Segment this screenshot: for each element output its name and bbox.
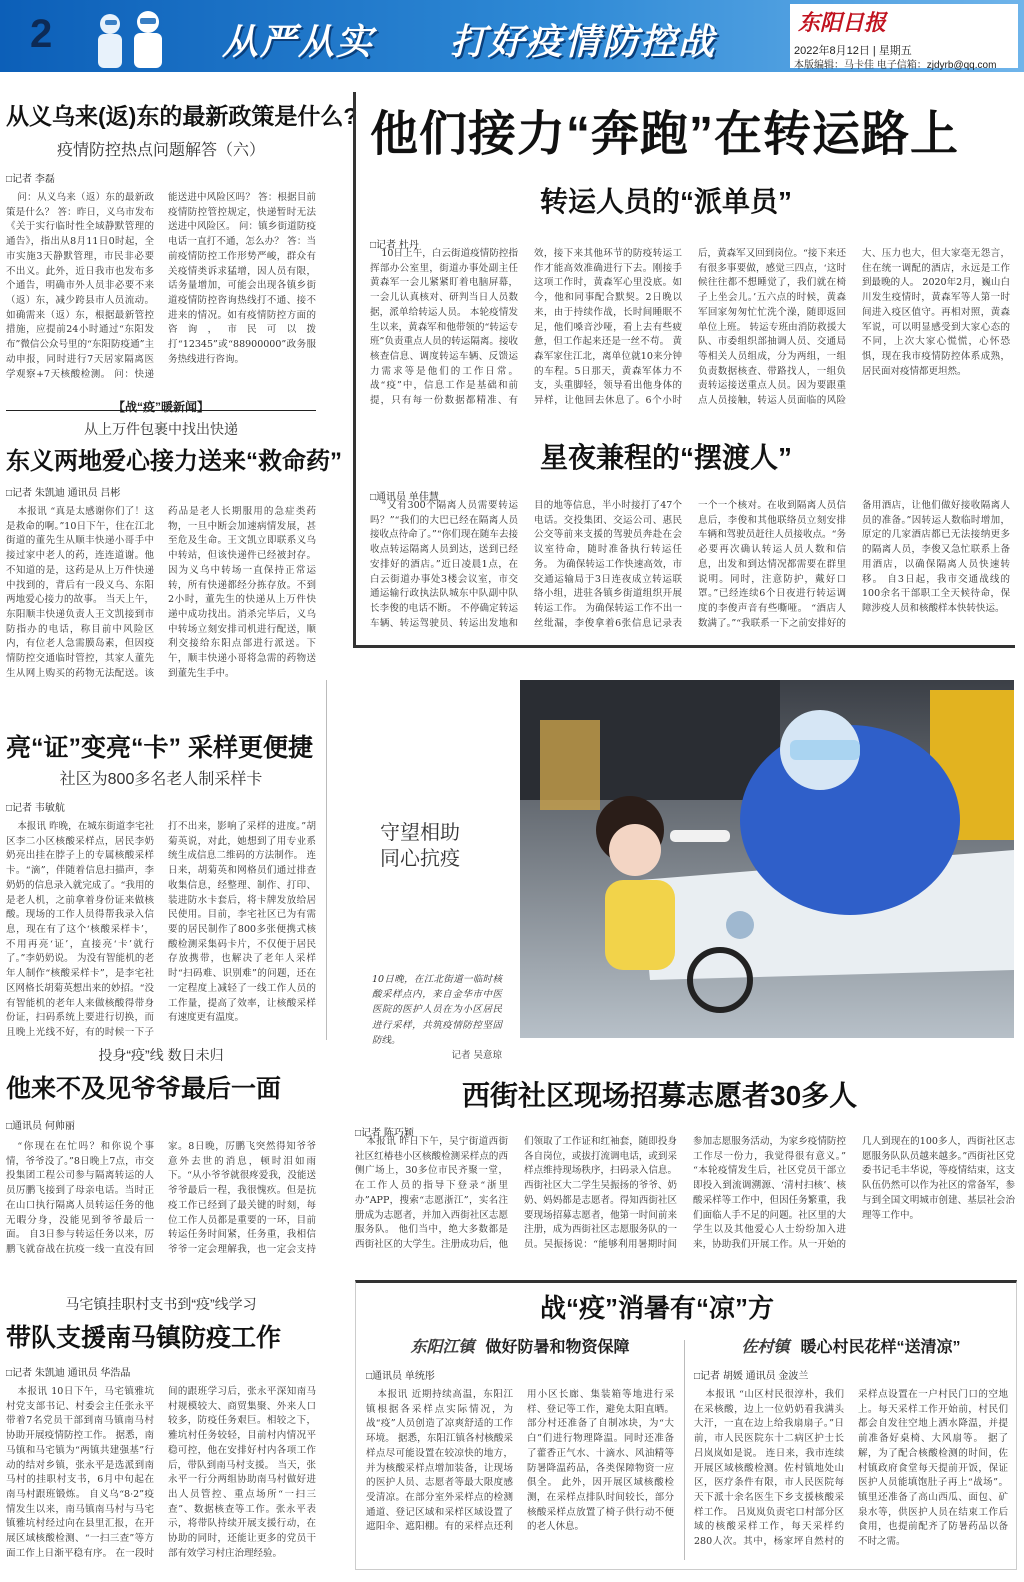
article-body: 本报讯 “真是太感谢你们了！这是救命的啊。”10日下午，住在江北街道的董先生从顺丰快递小哥手中接过家中老人的药，连连道谢。他不知道的是，这药是从上万件快递中找到的，背后有一段义乌、东阳两地爱心接力的故事。 当天上午，东阳顺丰快递负责人王文凯接到市防指办的电话，称目前中风险区内，有位老人急需膜岛素，但因疫情防控交通临时管控，其家人董先生从网上购买的药物无法配送。该药品是老人长期服用的急症类药物，一旦中断会加速病情发展，甚至危及生命。王文凯立即联系义乌中转站，但该快递件已经被封存。因为义乌中转场一直保持正常运转，所有快递都经分拣存放。不到2小时，董先生的快递从上万件快递中成功找出。消杀完毕后，义乌中转场立刻安排司机进行配送，顺利交接给东阳点部进行派送。下午，顺丰快递小哥将急需的药物送到董先生手中。	[6, 506, 316, 679]
lead-headline: 他们接力“奔跑”在转运路上	[370, 108, 960, 161]
section-title-dispatcher: 转运人员的“派单员”	[540, 186, 793, 217]
article-byline: □记者 朱凯迪 通讯员 吕彬	[6, 488, 121, 499]
article-byline: □记者 朱凯迪 通讯员 华浩晶	[6, 1368, 131, 1379]
cooling-left-article	[366, 1334, 674, 1566]
article-body: 本报讯 昨日下午，吴宁街道西街社区红椿巷小区核酸检测采样点的西侧广场上，30多位市民齐聚一堂，在工作人员的指导下登录“浙里办”APP，搜索“志愿浙江”，实名注册成为志愿者，并加入西街社区志愿服务队。 他们当中，绝大多数都是西街社区的大学生。注册成功后，他们领取了工作证和红袖套，随即投身各自岗位，或拔打流调电话，或到采样点维持现场秩序，扫码录入信息。 西街社区大二学生吴振扬的爷爷、奶奶、妈妈都是志愿者。得知西街社区要现场招募志愿者，他第一时间前来注册，成为西街社区志愿服务队的一员。吴振扬说：“能够利用暑期时间参加志愿服务活动，为家乡疫情防控工作尽一份力，我觉得很有意义。” “本轮疫情发生后，社区党员干部立即投入到流调溯源、‘清村扫核’、核酸采样等工作中，但因任务繁重，我们面临人手不足的问题。社区里的大学生以及其他爱心人士纷纷加入进来，协助我们开展工作。从一开始的几人到现在的100多人，西街社区志愿服务队队员越来越多。”西街社区党委书记毛丰华说，等疫情结束，这支队伍仍然可以作为社区的常备军，参与到全国文明城市创建、基层社会治理等工作中。	[355, 1136, 1015, 1251]
article-title: 亮“证”变亮“卡” 采样更便捷	[6, 734, 313, 762]
article-subtitle: 从上万件包裹中找出快递	[84, 421, 238, 437]
article-sampling-card	[6, 728, 316, 1046]
photo-credit: 记者 吴意琼	[451, 1049, 502, 1061]
article-title: 从义乌来(返)东的最新政策是什么?	[6, 103, 358, 129]
article-grandfather	[6, 1045, 316, 1272]
article-subtitle: 投身“疫”线 数日未归	[98, 1047, 224, 1063]
article-volunteers	[355, 1124, 1015, 1261]
photo-caption	[372, 972, 502, 1063]
article-byline: □记者 韦敏航	[6, 803, 65, 814]
article-headline: 做好防暑和物资保障	[485, 1339, 630, 1356]
article-subtitle: 社区为800多名老人制采样卡	[59, 771, 263, 788]
article-byline: □通讯员 单统彤	[366, 1371, 435, 1382]
lead-section-dispatcher	[370, 236, 1010, 409]
article-subtitle: 疫情防控热点问题解答（六）	[56, 142, 265, 159]
article-headline: 暖心村民花样“送清凉”	[800, 1339, 961, 1356]
article-body: 本报讯 10日下午，马宅镇雅坑村党支部书记、村委会主任张永平带着7名党员干部到南马镇南马村协助开展疫情防控工作。 据悉，南马镇和马宅镇为“两镇共建强基”行动的结对乡镇，张永平是选派到南马村的挂职村支书，6月中旬起在南马村跟班锻炼。 自义乌“8·2”疫情发生以来，南马镇南马村与马宅镇雅坑村经过向在县里汇报，在开展区域核酸检测、“一扫三查”等方面工作上日渐平稳有序。 在一段时间的跟班学习后，张永平深知南马村规模较大、商贸集聚、外来人口较多，防疫任务艰巨。相较之下，雅坑村任务较轻，目前村内情况平稳可控，他在安排好村内各项工作后，带队到南马村支援。 当天，张永平一行分两组协助南马村做好进出人员管控、重点场所“一扫三查”、数据核查等工作。张永平表示，将带队持续开展支援行动，在协助的同时，还能让更多的党员干部有效学习村庄治理经验。	[6, 1386, 316, 1559]
news-photo-sampling	[520, 680, 1014, 1038]
article-body: 本报讯 近期持续高温，东阳江镇根据各采样点实际情况，为战“疫”人员创造了凉爽舒适的工作环境。 据悉，东阳江镇各村核酸采样点尽可能设置在较凉快的地方，并为核酸采样点增加装备，让现场的医护人员、志愿者等最大限度感受清凉。在部分室外采样点的检测通道、登记区域和采样区域设置了遮阳伞、遮阳棚。有的采样点还利用小区长廊、集装箱等地进行采样、登记等工作，避免太阳直晒。部分村还准备了自制冰块，为“大白”们进行物理降温。同时还准备了藿香正气水、十滴水、风油精等防暑降温药品，各类保障物资一应俱全。 此外，因开展区域核酸检测，在采样点排队时间较长，部分核酸采样点放置了椅子供行动不便的老人休息。	[366, 1389, 674, 1533]
caption-title-line: 同心抗疫	[380, 848, 460, 870]
town-name: 佐村镇	[741, 1339, 790, 1356]
photo-caption-title	[380, 820, 460, 872]
article-policy-faq	[6, 98, 358, 405]
section-title-ferryman: 星夜兼程的“摆渡人”	[540, 442, 793, 473]
article-title: 他来不及见爷爷最后一面	[6, 1075, 282, 1103]
article-byline: □记者 李磊	[6, 174, 55, 185]
cooling-right-article	[694, 1334, 1008, 1566]
issue-date: 2022年8月12日 | 星期五	[794, 45, 912, 57]
slogan-left: 从严从实	[222, 21, 375, 62]
left-headline-row	[366, 1334, 674, 1357]
caption-title-line: 守望相助	[380, 822, 460, 844]
article-body: 本报讯 “山区村民很淳朴，我们在采核酸，边上一位奶奶看我满头大汗，一直在边上给我扇扇子。”日前，市人民医院东十二病区护士长吕岚岚如是说。 连日来，我市连续开展区域核酸检测。佐村镇地处山区，医疗条件有限，市人民医院每天下派十余名医生下乡支援核酸采样工作。 吕岚岚负责宅口村部分区域的核酸采样工作，每天采样约280人次。其中，杨家坪自然村的采样点设置在一户村民门口的空地上。每天采样工作开始前，村民们都会自发往空地上洒水降温，并提前准备好桌椅、大风扇等。 据了解，为了配合核酸检测的时间，佐村镇政府食堂每天提前开饭，保证医护人员能填饱肚子再上“战场”。镇里还准备了高山西瓜、面包、矿泉水等，供医护人员在结束工作后食用，也提前配齐了防暑药品以备不时之需。	[694, 1389, 1008, 1548]
town-name: 东阳江镇	[410, 1339, 475, 1356]
article-byline: □记者 陈巧颖	[355, 1128, 414, 1139]
article-medicine-relay	[6, 398, 342, 717]
column-kicker: 【战“疫”暖新闻】	[112, 400, 209, 414]
lead-section-ferryman	[370, 488, 1010, 639]
column-divider	[684, 1340, 685, 1560]
article-subtitle: 马宅镇挂职村支书到“疫”线学习	[65, 1296, 257, 1312]
right-headline-row	[694, 1334, 1008, 1357]
article-body: 10日上午，白云街道疫情防控指挥部办公室里，街道办事处副主任黄森军一会儿紧紧盯着电脑屏幕，一会儿认真核对、研判当日人员数据，派单给转运人员。 本轮疫情发生以来，黄森军和他带领的“转运专班”负责重点人员的转运隔离。接收核查信息、调度转运车辆、反馈运力需求等是他们的工作日常。 战“疫”中，信息工作是基础和前提，只有每一份数据都精准、有效，接下来其他环节的防疫转运工作才能高效准确进行下去。刚接手这项工作时，黄森军心里没底。如今，他和同事配合默契。2日晚以来，由于持续作战，长时间睡眠不足，他们嗓音沙哑，看上去有些疲惫，但工作起来还是一丝不苟。 黄森军家住江北，离单位就10来分钟的车程。5日那天，黄森军体力不支，头重脚轻，领导看出他身体的异样，让他回去休息了。6个小时后，黄森军又回到岗位。“接下来还有很多事要做，感觉三四点，‘这时候往往都不想睡觉了，我们就在椅子上坐会儿。’五六点的时候，黄森军回家匆匆忙忙洗个澡，随即返回单位上班。 转运专班由消防救援大队、市委组织部抽调人员、交通局等相关人员组成，分为两组，一组负责数据核查、带路找人，一组负责转运接送重点人员。因为要跟重点人员接触，转运人员面临的风险大、压力也大，但大家毫无怨言，住在统一调配的酒店，永远是工作到最晚的人。 2020年2月，巍山白川发生疫情时，黄森军等人第一时间进入疫区值守。再相对照，黄森军说，可以明显感受到大家心态的不同，上次大家心慌慌，心怀恐惧，现在我市疫情防控体系成熟，居民面对疫情都更坦然。	[370, 248, 1010, 407]
article-support-nanma	[6, 1294, 316, 1581]
article-title: 带队支援南马镇防疫工作	[6, 1324, 282, 1352]
editor-line: 本版编辑：马卡佳 电子信箱：zjdyrb@qq.com	[794, 60, 997, 71]
article-byline: □记者 杜丹	[370, 240, 419, 251]
slogan-right: 打好疫情防控战	[450, 21, 717, 62]
article-body: 问：从义乌来（返）东的最新政策是什么？ 答：昨日，义乌市发布《关于实行临时性全域静默管理的通告》，指出从8月11日0时起，全市实施3天静默管理，市民非必要不出义。此外，近日我市也发布多个通告，明确市外人员非必要不来（返）东，减少跨县市人员流动。如确需来（返）东，根据最新管控措施，应提前24小时通过“东阳发布”微信公众号里的“东阳防疫通”主动申报，同时进行7天居家隔离医学观察+7天核酸检测。 问：快递能送进中风险区吗？ 答：根据目前疫情防控管控规定，快递暂时无法送进中风险区。 问：镇乡街道防疫电话一直打不通，怎么办？ 答：当前疫情防控工作形势严峻，群众有关疫情类诉求猛增，因人员有限，话务量增加，可能会出现各镇乡街道疫情防控咨询热线打不通、接不进来的情况。如有疫情防控方面的咨询，市民可以拨打“12345”或“88900000”政务服务热线进行咨询。	[6, 192, 316, 380]
medical-worker-illustration	[80, 6, 190, 68]
article-body: “又有300个隔离人员需要转运吗？”“我们的大巴已经在隔离人员接收点待命了。”“你们现在随车去接收点转运隔离人员到达，送到已经安排好的酒店。”近日凌晨1点，在白云街道办事处3楼会议室，市交通运输行政执法队城东中队副中队长李俊的电话不断。 不停确定转运车辆、转运驾驶员、转运出发地和目的地等信息，半小时接打了47个电话。交投集团、交运公司、惠民公交等前来支援的驾驶员奔赴在会议室待命，随时准备执行转运任务。 为确保转运工作快速高效，市交通运输局于3日连夜成立转运联络小组，进驻各镇乡街道组织开展转运工作。 为确保转运工作不出一丝纰漏，李俊拿着6张信息记录表一个一个核对。在收到隔离人员信息后，李俊和其他联络员立刻安排车辆和驾驶员赶往人员接收点。“务必要再次确认转运人员人数和信息，出发和到达情况都需要在群里说明。同时，注意防护，戴好口罩。”已经连续6个日夜进行转运调度的李俊声音有些嘶哑。 “酒店人数满了。”“我联系一下之前安排好的备用酒店，让他们做好接收隔离人员的准备。”因转运人数临时增加，原定的几家酒店都已无法接纳更多的隔离人员，李俊又急忙联系上备用酒店，以确保隔离人员快速转移。 自3日起，我市交通战线的100余名干部职工全天候待命，保障涉疫人员和核酸样本快转快运。	[370, 500, 1010, 629]
article-title: 东义两地爱心接力送来“救命药”	[6, 448, 342, 475]
volunteers-headline: 西街社区现场招募志愿者30多人	[462, 1080, 858, 1111]
article-byline: □通讯员 何帅丽	[6, 1121, 75, 1132]
caption-text: 10日晚，在江北街道一临时核酸采样点内，来自金华市中医医院的医护人员在为小区居民进行采样，共筑疫情防控坚固防线。	[372, 974, 502, 1046]
newspaper-name: 东阳日报	[798, 10, 887, 36]
page-number: 2	[30, 12, 53, 56]
article-body: 本报讯 昨晚，在城东街道李宅社区李二小区核酸采样点，居民李奶奶亮出挂在脖子上的专属核酸采样卡。“滴”，伴随着信息扫描声，李奶奶的信息录入就完成了。“我用的是老人机，之前拿着身份证来做核酸。现场的工作人员得帮我录入信息，现在有了这个‘核酸采样卡’，不用再亮‘证’，直接亮‘卡’就行了。”李奶奶说。 为没有智能机的老年人制作“核酸采样卡”，是李宅社区网格长胡菊英想出来的妙招。“没有智能机的老年人来做核酸得带身份证，扫码系统上要进行切换，而且晚上光线不好，有的时候一下子打不出来，影响了采样的进度。”胡菊英说，对此，她想到了用专业系统生成信息二维码的方法制作。 连日来，胡菊英和网格员们通过排查收集信息，经整理、制作、打印、装进防水卡套后，将卡牌发放给居民使用。目前，李宅社区已为有需要的居民制作了800多张便携式核酸检测采集码卡片，不仅便于居民存放携带，也解决了老年人采样时“扫码难、识别难”的问题，还在一定程度上减轻了一线工作人员的工作量，提高了效率，让核酸采样有速度更有温度。	[6, 821, 316, 1039]
column-divider	[326, 680, 327, 1040]
article-body: “你现在在忙吗？和你说个事情，爷爷没了。”8日晚上7点，市交投集团工程公司参与隔离转运的人员厉鹏飞接到了母亲电话。当时正在山口执行隔离人员转运任务的他无暇分身，没能见到爷爷最后一面。 自3日参与转运任务以来，厉鹏飞就奋战在抗疫一线一直没有回家。8日晚，厉鹏飞突然得知爷爷意外去世的消息，顿时泪如雨下。“从小爷爷就很疼爱我，没能送爷爷最后一程，我很愧疚。但是抗疫工作已经到了最关键的时刻，每位工作人员都是重要的一环，目前转运任务时间紧，任务重，我相信爷爷一定会理解我，也一定会支持	[6, 1141, 316, 1256]
cooling-headline: 战“疫”消暑有“凉”方	[540, 1293, 775, 1323]
article-byline: □记者 胡媛 通讯员 金波兰	[694, 1371, 809, 1382]
masthead	[790, 4, 1018, 71]
photo-illustration	[520, 680, 1014, 1038]
page-banner	[0, 0, 1024, 72]
article-byline: □通讯员 单佳慧	[370, 492, 439, 503]
